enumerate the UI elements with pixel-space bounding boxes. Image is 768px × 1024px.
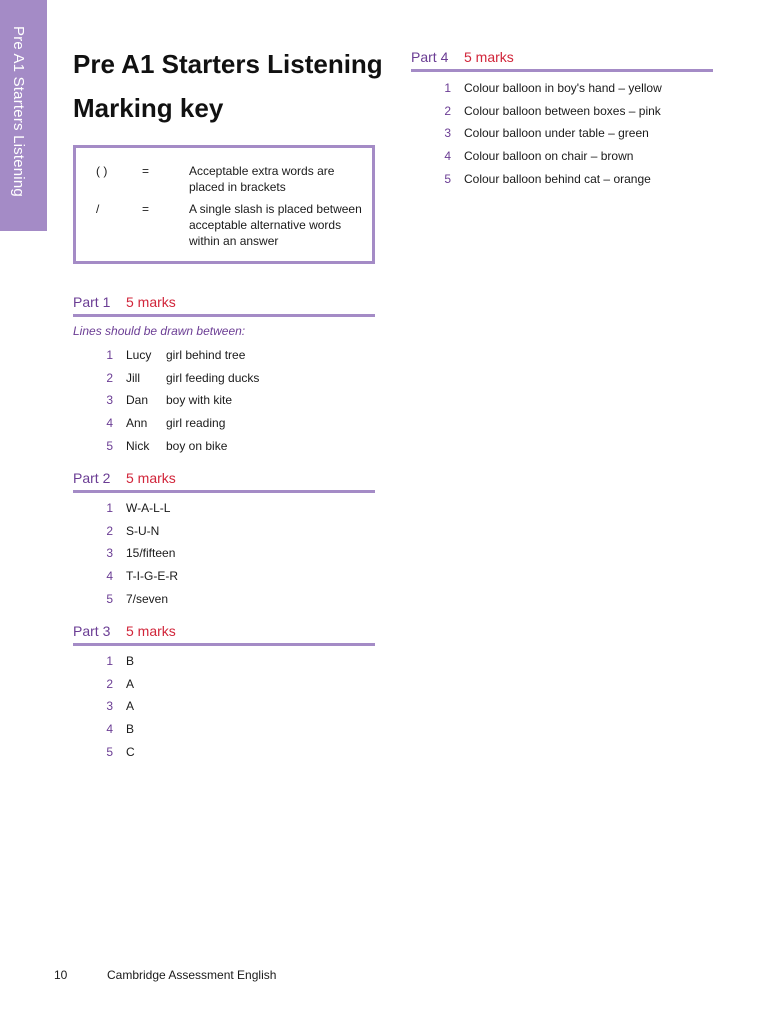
item-number: 3 (106, 393, 113, 408)
list-item (411, 171, 713, 194)
part-4-header (411, 47, 713, 72)
list-item (73, 721, 375, 744)
legend-symbol: ( ) (96, 164, 108, 178)
part-1-section (73, 292, 375, 317)
page-number: 10 (54, 968, 68, 982)
item-name: Lucy (126, 348, 152, 362)
item-name: Jill (126, 370, 140, 385)
item-answer: Colour balloon behind cat – orange (464, 171, 651, 186)
part-4-label: Part 4 (411, 49, 449, 65)
item-number: 1 (106, 348, 113, 362)
item-number: 1 (444, 81, 451, 95)
list-item (73, 347, 375, 370)
item-answer: Colour balloon on chair – brown (464, 149, 634, 164)
list-item (73, 568, 375, 591)
marking-key-legend (73, 145, 375, 264)
item-number: 4 (106, 569, 113, 584)
side-tab-label: Pre A1 Starters Listening (10, 26, 27, 197)
item-number: 4 (444, 149, 451, 164)
list-item (73, 545, 375, 568)
list-item (73, 523, 375, 546)
part-3-marks: 5 marks (126, 623, 176, 639)
list-item (73, 438, 375, 461)
list-item (411, 80, 713, 103)
item-number: 1 (106, 501, 113, 515)
list-item (411, 148, 713, 171)
item-name: Dan (126, 393, 149, 408)
list-item (73, 500, 375, 523)
item-number: 2 (106, 523, 113, 538)
item-number: 4 (106, 416, 113, 431)
list-item (73, 698, 375, 721)
list-item (411, 103, 713, 126)
page-title-line-1: Pre A1 Starters Listening (73, 49, 383, 79)
item-number: 5 (444, 171, 451, 186)
page-title-line-2: Marking key (73, 93, 224, 123)
item-name: Nick (126, 438, 150, 453)
list-item (73, 744, 375, 767)
legend-description: Acceptable extra words are placed in brackets (189, 164, 335, 194)
list-item (73, 415, 375, 438)
item-answer: boy with kite (166, 393, 233, 408)
part-3-label: Part 3 (73, 623, 111, 639)
item-number: 1 (106, 654, 113, 668)
part-1-label: Part 1 (73, 294, 111, 310)
item-answer: 15/fifteen (126, 546, 176, 561)
item-answer: girl behind tree (166, 348, 246, 362)
legend-equals: = (142, 164, 150, 178)
item-number: 5 (106, 591, 113, 606)
item-answer: T-I-G-E-R (126, 569, 178, 584)
item-answer: Colour balloon between boxes – pink (464, 103, 661, 118)
part-1-note: Lines should be drawn between: (73, 324, 246, 338)
item-answer: girl reading (166, 416, 226, 431)
list-item (73, 676, 375, 699)
item-number: 5 (106, 744, 113, 759)
item-number: 3 (106, 699, 113, 714)
page-title (73, 42, 383, 130)
part-2-label: Part 2 (73, 470, 111, 486)
item-number: 4 (106, 722, 113, 737)
item-answer: B (126, 722, 135, 737)
item-answer: W-A-L-L (126, 501, 171, 515)
item-number: 2 (106, 676, 113, 691)
part-2-header (73, 468, 375, 493)
part-3-answers (73, 653, 375, 766)
part-4-marks: 5 marks (464, 49, 514, 65)
part-3-section (73, 621, 375, 646)
part-3-header (73, 621, 375, 646)
list-item (73, 653, 375, 676)
item-answer: boy on bike (166, 438, 228, 453)
item-answer: S-U-N (126, 523, 160, 538)
part-1-answers (73, 347, 375, 460)
part-4-section (411, 47, 713, 72)
item-answer: C (126, 744, 135, 759)
list-item (73, 591, 375, 614)
list-item (411, 125, 713, 148)
item-answer: girl feeding ducks (166, 370, 260, 385)
item-number: 5 (106, 438, 113, 453)
legend-symbol: / (96, 202, 100, 216)
part-4-answers (411, 80, 713, 193)
item-number: 3 (444, 126, 451, 141)
item-answer: A (126, 676, 135, 691)
part-1-header (73, 292, 375, 317)
item-number: 3 (106, 546, 113, 561)
item-answer: Colour balloon in boy's hand – yellow (464, 81, 662, 95)
item-answer: Colour balloon under table – green (464, 126, 649, 141)
part-2-section (73, 468, 375, 493)
item-answer: A (126, 699, 135, 714)
list-item (73, 392, 375, 415)
legend-description: A single slash is placed between acceptable alternative words within an answer (189, 202, 362, 248)
item-name: Ann (126, 416, 148, 431)
part-2-answers (73, 500, 375, 613)
publisher-name: Cambridge Assessment English (107, 968, 277, 982)
side-tab (0, 0, 47, 231)
part-1-marks: 5 marks (126, 294, 176, 310)
list-item (73, 370, 375, 393)
part-2-marks: 5 marks (126, 470, 176, 486)
item-answer: B (126, 654, 135, 668)
item-answer: 7/seven (126, 591, 169, 606)
item-number: 2 (444, 103, 451, 118)
legend-equals: = (142, 202, 150, 216)
item-number: 2 (106, 370, 113, 385)
